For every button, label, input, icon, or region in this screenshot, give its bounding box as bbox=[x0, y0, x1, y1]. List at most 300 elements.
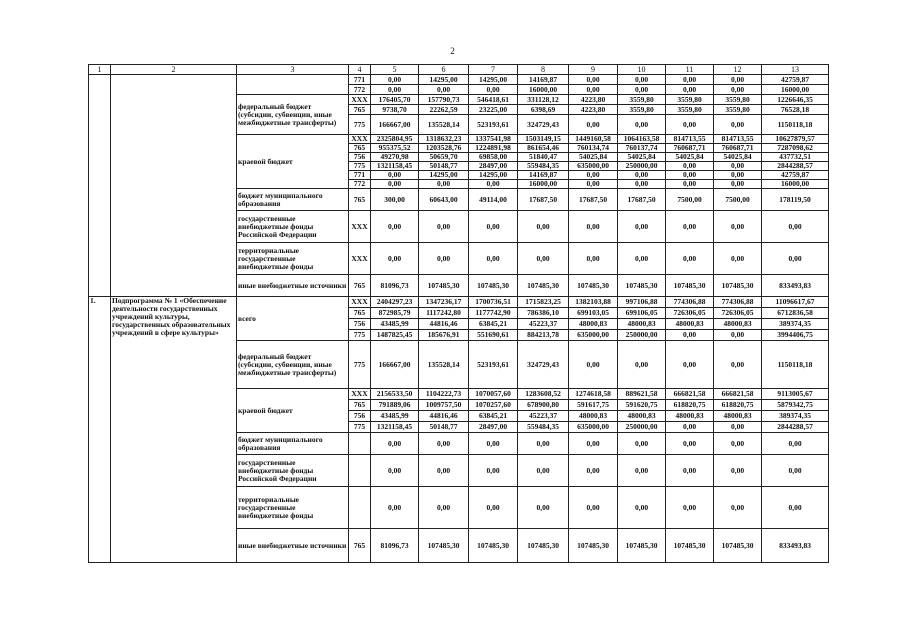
value-cell: 0,00 bbox=[618, 341, 666, 389]
value-cell: 17687,50 bbox=[569, 189, 618, 211]
value-cell: 48000,83 bbox=[666, 319, 714, 330]
value-cell: 0,00 bbox=[714, 115, 762, 135]
value-cell: 1283608,52 bbox=[518, 389, 569, 400]
value-cell: 0,00 bbox=[469, 433, 518, 455]
value-cell: 0,00 bbox=[666, 85, 714, 95]
value-cell: 0,00 bbox=[469, 243, 518, 275]
value-cell: 0,00 bbox=[518, 243, 569, 275]
value-cell: 28497,00 bbox=[469, 162, 518, 171]
value-cell: 0,00 bbox=[518, 487, 569, 529]
value-cell: 0,00 bbox=[618, 85, 666, 95]
value-cell: 760687,71 bbox=[714, 144, 762, 153]
value-cell: 0,00 bbox=[714, 180, 762, 189]
source-label: федеральный бюджет (субсидии, субвенции, иные межбюджетные трансферты) bbox=[237, 95, 349, 135]
value-cell: 43485,99 bbox=[371, 411, 419, 422]
value-cell: 81096,73 bbox=[371, 529, 419, 563]
value-cell: 3559,80 bbox=[618, 95, 666, 105]
value-cell: 0,00 bbox=[618, 180, 666, 189]
value-cell: 9113005,67 bbox=[762, 389, 829, 400]
budget-code: 775 bbox=[349, 115, 371, 135]
value-cell: 0,00 bbox=[419, 487, 469, 529]
value-cell: 760687,71 bbox=[666, 144, 714, 153]
value-cell: 60643,00 bbox=[419, 189, 469, 211]
budget-code: XXX bbox=[349, 297, 371, 308]
value-cell: 0,00 bbox=[569, 115, 618, 135]
value-cell: 176405,70 bbox=[371, 95, 419, 105]
value-cell: 0,00 bbox=[714, 243, 762, 275]
value-cell: 54025,84 bbox=[666, 153, 714, 162]
value-cell: 14295,00 bbox=[419, 171, 469, 180]
value-cell: 331128,12 bbox=[518, 95, 569, 105]
value-cell: 1064163,58 bbox=[618, 135, 666, 144]
value-cell: 1347236,17 bbox=[419, 297, 469, 308]
budget-code: 775 bbox=[349, 341, 371, 389]
value-cell: 1224891,98 bbox=[469, 144, 518, 153]
value-cell: 3559,80 bbox=[618, 105, 666, 115]
value-cell: 0,00 bbox=[419, 180, 469, 189]
column-header: 12 bbox=[714, 65, 762, 75]
value-cell: 0,00 bbox=[666, 171, 714, 180]
value-cell: 1321158,45 bbox=[371, 162, 419, 171]
value-cell: 324729,43 bbox=[518, 115, 569, 135]
value-cell: 3559,80 bbox=[714, 95, 762, 105]
value-cell: 699103,05 bbox=[569, 308, 618, 319]
value-cell: 23225,00 bbox=[469, 105, 518, 115]
budget-code: 765 bbox=[349, 105, 371, 115]
value-cell: 44816,46 bbox=[419, 411, 469, 422]
value-cell: 0,00 bbox=[569, 243, 618, 275]
value-cell: 3559,80 bbox=[666, 105, 714, 115]
value-cell: 11096617,67 bbox=[762, 297, 829, 308]
source-label: федеральный бюджет (субсидии, субвенции, иные межбюджетные трансферты) bbox=[237, 341, 349, 389]
value-cell: 833493,83 bbox=[762, 529, 829, 563]
value-cell: 81096,73 bbox=[371, 275, 419, 297]
value-cell: 250000,00 bbox=[618, 330, 666, 341]
budget-code bbox=[349, 487, 371, 529]
value-cell: 955375,52 bbox=[371, 144, 419, 153]
value-cell: 833493,83 bbox=[762, 275, 829, 297]
table-row bbox=[89, 75, 829, 85]
value-cell: 0,00 bbox=[569, 455, 618, 487]
value-cell: 0,00 bbox=[569, 211, 618, 243]
value-cell: 1382103,88 bbox=[569, 297, 618, 308]
value-cell: 0,00 bbox=[666, 211, 714, 243]
value-cell: 1203528,76 bbox=[419, 144, 469, 153]
value-cell: 618820,75 bbox=[666, 400, 714, 411]
value-cell: 0,00 bbox=[518, 433, 569, 455]
value-cell: 678900,80 bbox=[518, 400, 569, 411]
budget-code: XXX bbox=[349, 211, 371, 243]
value-cell: 389374,35 bbox=[762, 319, 829, 330]
value-cell: 523193,61 bbox=[469, 115, 518, 135]
value-cell: 635000,00 bbox=[569, 330, 618, 341]
value-cell: 0,00 bbox=[714, 171, 762, 180]
value-cell: 0,00 bbox=[469, 211, 518, 243]
value-cell: 0,00 bbox=[666, 455, 714, 487]
value-cell: 791889,06 bbox=[371, 400, 419, 411]
budget-code: 756 bbox=[349, 411, 371, 422]
value-cell: 774306,88 bbox=[714, 297, 762, 308]
value-cell: 0,00 bbox=[618, 75, 666, 85]
value-cell: 884213,78 bbox=[518, 330, 569, 341]
value-cell: 1337541,98 bbox=[469, 135, 518, 144]
value-cell: 135528,14 bbox=[419, 115, 469, 135]
value-cell: 0,00 bbox=[618, 455, 666, 487]
value-cell: 0,00 bbox=[666, 341, 714, 389]
value-cell: 3994406,75 bbox=[762, 330, 829, 341]
value-cell: 3559,80 bbox=[666, 95, 714, 105]
value-cell: 726306,05 bbox=[666, 308, 714, 319]
value-cell: 51840,47 bbox=[518, 153, 569, 162]
value-cell: 0,00 bbox=[569, 341, 618, 389]
column-header: 13 bbox=[762, 65, 829, 75]
value-cell: 0,00 bbox=[618, 433, 666, 455]
value-cell: 1321158,45 bbox=[371, 422, 419, 433]
value-cell: 618820,75 bbox=[714, 400, 762, 411]
value-cell: 16000,00 bbox=[518, 85, 569, 95]
value-cell: 107485,30 bbox=[714, 275, 762, 297]
value-cell: 551690,61 bbox=[469, 330, 518, 341]
value-cell: 1117242,80 bbox=[419, 308, 469, 319]
source-label: всего bbox=[237, 297, 349, 341]
column-header: 3 bbox=[237, 65, 349, 75]
program-name: Подпрограмма № 1 «Обеспечение деятельности государственных учреждений культуры, государственных образовательных учреждений в сфере культуры» bbox=[111, 297, 237, 563]
value-cell: 76528,18 bbox=[762, 105, 829, 115]
value-cell: 7500,00 bbox=[666, 189, 714, 211]
value-cell: 14295,00 bbox=[419, 75, 469, 85]
value-cell: 50148,77 bbox=[419, 162, 469, 171]
value-cell: 250000,00 bbox=[618, 162, 666, 171]
value-cell: 54025,84 bbox=[618, 153, 666, 162]
value-cell: 0,00 bbox=[371, 171, 419, 180]
value-cell: 666821,58 bbox=[666, 389, 714, 400]
value-cell: 760134,74 bbox=[569, 144, 618, 153]
value-cell: 1150118,18 bbox=[762, 115, 829, 135]
value-cell: 997106,88 bbox=[618, 297, 666, 308]
value-cell: 760137,74 bbox=[618, 144, 666, 153]
value-cell: 250000,00 bbox=[618, 422, 666, 433]
value-cell: 42759,87 bbox=[762, 75, 829, 85]
value-cell: 389374,35 bbox=[762, 411, 829, 422]
value-cell: 63845,21 bbox=[469, 411, 518, 422]
value-cell: 0,00 bbox=[666, 330, 714, 341]
value-cell: 0,00 bbox=[371, 75, 419, 85]
value-cell: 48000,83 bbox=[714, 319, 762, 330]
value-cell: 28497,00 bbox=[469, 422, 518, 433]
value-cell: 107485,30 bbox=[518, 529, 569, 563]
value-cell: 50148,77 bbox=[419, 422, 469, 433]
value-cell: 1715823,25 bbox=[518, 297, 569, 308]
value-cell: 107485,30 bbox=[469, 275, 518, 297]
source-label: иные внебюджетные источники bbox=[237, 275, 349, 297]
value-cell: 54025,84 bbox=[714, 153, 762, 162]
value-cell: 0,00 bbox=[666, 115, 714, 135]
value-cell: 50659,70 bbox=[419, 153, 469, 162]
column-header: 1 bbox=[89, 65, 111, 75]
value-cell: 7287098,62 bbox=[762, 144, 829, 153]
value-cell: 69858,00 bbox=[469, 153, 518, 162]
budget-code: 765 bbox=[349, 189, 371, 211]
value-cell: 0,00 bbox=[714, 85, 762, 95]
value-cell: 437732,51 bbox=[762, 153, 829, 162]
value-cell: 0,00 bbox=[618, 243, 666, 275]
value-cell: 107485,30 bbox=[714, 529, 762, 563]
value-cell: 45223,37 bbox=[518, 319, 569, 330]
value-cell: 135528,14 bbox=[419, 341, 469, 389]
value-cell: 0,00 bbox=[762, 433, 829, 455]
value-cell: 107485,30 bbox=[569, 529, 618, 563]
value-cell: 0,00 bbox=[666, 487, 714, 529]
value-cell: 0,00 bbox=[714, 487, 762, 529]
value-cell: 16000,00 bbox=[518, 180, 569, 189]
page-number: 2 bbox=[450, 46, 455, 56]
source-label: краевой бюджет bbox=[237, 135, 349, 189]
value-cell: 1449160,58 bbox=[569, 135, 618, 144]
value-cell: 157790,73 bbox=[419, 95, 469, 105]
value-cell: 666821,58 bbox=[714, 389, 762, 400]
value-cell: 1150118,18 bbox=[762, 341, 829, 389]
budget-table bbox=[88, 64, 829, 563]
value-cell: 0,00 bbox=[371, 433, 419, 455]
value-cell: 49270,98 bbox=[371, 153, 419, 162]
value-cell: 0,00 bbox=[618, 115, 666, 135]
value-cell: 0,00 bbox=[714, 75, 762, 85]
value-cell: 17687,50 bbox=[618, 189, 666, 211]
value-cell: 635000,00 bbox=[569, 422, 618, 433]
budget-code: 765 bbox=[349, 144, 371, 153]
value-cell: 1070057,60 bbox=[469, 389, 518, 400]
value-cell: 107485,30 bbox=[518, 275, 569, 297]
column-header: 6 bbox=[419, 65, 469, 75]
value-cell: 0,00 bbox=[569, 433, 618, 455]
column-header: 9 bbox=[569, 65, 618, 75]
value-cell: 7500,00 bbox=[714, 189, 762, 211]
column-header: 8 bbox=[518, 65, 569, 75]
header-row bbox=[89, 65, 829, 75]
value-cell: 9738,70 bbox=[371, 105, 419, 115]
value-cell: 1070257,60 bbox=[469, 400, 518, 411]
source-label: бюджет муниципального образования bbox=[237, 189, 349, 211]
value-cell: 0,00 bbox=[518, 211, 569, 243]
source-label: территориальные государственные внебюджетные фонды bbox=[237, 487, 349, 529]
value-cell: 14169,87 bbox=[518, 75, 569, 85]
value-cell: 0,00 bbox=[569, 85, 618, 95]
value-cell: 0,00 bbox=[618, 211, 666, 243]
budget-code: XXX bbox=[349, 95, 371, 105]
value-cell: 17687,50 bbox=[518, 189, 569, 211]
value-cell: 814713,55 bbox=[666, 135, 714, 144]
budget-code: 775 bbox=[349, 330, 371, 341]
value-cell: 0,00 bbox=[714, 330, 762, 341]
budget-code bbox=[349, 455, 371, 487]
value-cell: 0,00 bbox=[714, 455, 762, 487]
value-cell: 3559,80 bbox=[714, 105, 762, 115]
value-cell: 0,00 bbox=[666, 433, 714, 455]
value-cell: 0,00 bbox=[666, 75, 714, 85]
column-header: 5 bbox=[371, 65, 419, 75]
value-cell: 107485,30 bbox=[618, 529, 666, 563]
value-cell: 0,00 bbox=[714, 211, 762, 243]
value-cell: 14169,87 bbox=[518, 171, 569, 180]
value-cell: 0,00 bbox=[618, 487, 666, 529]
value-cell: 54025,84 bbox=[569, 153, 618, 162]
value-cell: 14295,00 bbox=[469, 171, 518, 180]
value-cell: 0,00 bbox=[569, 180, 618, 189]
value-cell: 0,00 bbox=[714, 433, 762, 455]
budget-code: 771 bbox=[349, 171, 371, 180]
value-cell: 774306,88 bbox=[666, 297, 714, 308]
value-cell: 0,00 bbox=[666, 422, 714, 433]
value-cell: 635000,00 bbox=[569, 162, 618, 171]
value-cell: 0,00 bbox=[666, 180, 714, 189]
budget-code: 775 bbox=[349, 162, 371, 171]
value-cell: 14295,00 bbox=[469, 75, 518, 85]
value-cell: 0,00 bbox=[469, 85, 518, 95]
value-cell: 2844288,57 bbox=[762, 162, 829, 171]
value-cell: 5879342,75 bbox=[762, 400, 829, 411]
value-cell: 1177742,90 bbox=[469, 308, 518, 319]
column-header: 11 bbox=[666, 65, 714, 75]
value-cell: 814713,55 bbox=[714, 135, 762, 144]
value-cell: 107485,30 bbox=[419, 275, 469, 297]
value-cell: 4223,80 bbox=[569, 95, 618, 105]
value-cell: 591620,75 bbox=[618, 400, 666, 411]
value-cell: 107485,30 bbox=[419, 529, 469, 563]
value-cell: 1503149,15 bbox=[518, 135, 569, 144]
value-cell: 178119,50 bbox=[762, 189, 829, 211]
budget-code: 765 bbox=[349, 400, 371, 411]
value-cell: 0,00 bbox=[469, 487, 518, 529]
value-cell: 48000,83 bbox=[618, 319, 666, 330]
budget-code: 765 bbox=[349, 275, 371, 297]
column-header: 2 bbox=[111, 65, 237, 75]
value-cell: 42759,87 bbox=[762, 171, 829, 180]
budget-code: 765 bbox=[349, 308, 371, 319]
value-cell: 0,00 bbox=[618, 171, 666, 180]
value-cell: 0,00 bbox=[419, 85, 469, 95]
value-cell: 786386,10 bbox=[518, 308, 569, 319]
source-label: краевой бюджет bbox=[237, 389, 349, 433]
budget-code: 772 bbox=[349, 85, 371, 95]
value-cell: 2844288,57 bbox=[762, 422, 829, 433]
column-header: 4 bbox=[349, 65, 371, 75]
source-label: иные внебюджетные источники bbox=[237, 529, 349, 563]
value-cell: 0,00 bbox=[371, 487, 419, 529]
value-cell: 0,00 bbox=[569, 487, 618, 529]
value-cell: 591617,75 bbox=[569, 400, 618, 411]
budget-code: XXX bbox=[349, 135, 371, 144]
value-cell: 107485,30 bbox=[666, 275, 714, 297]
source-label: территориальные государственные внебюджетные фонды bbox=[237, 243, 349, 275]
value-cell: 1274618,58 bbox=[569, 389, 618, 400]
value-cell: 0,00 bbox=[666, 243, 714, 275]
budget-code: 765 bbox=[349, 529, 371, 563]
value-cell: 0,00 bbox=[762, 487, 829, 529]
budget-code: 772 bbox=[349, 180, 371, 189]
source-label: государственные внебюджетные фонды Российской Федерации bbox=[237, 455, 349, 487]
value-cell: 16000,00 bbox=[762, 180, 829, 189]
column-header: 10 bbox=[618, 65, 666, 75]
value-cell: 861654,46 bbox=[518, 144, 569, 153]
value-cell: 185676,91 bbox=[419, 330, 469, 341]
value-cell: 559484,35 bbox=[518, 162, 569, 171]
value-cell: 43485,99 bbox=[371, 319, 419, 330]
value-cell: 0,00 bbox=[469, 180, 518, 189]
value-cell: 0,00 bbox=[569, 171, 618, 180]
source-label: бюджет муниципального образования bbox=[237, 433, 349, 455]
value-cell: 0,00 bbox=[371, 243, 419, 275]
value-cell: 1700736,51 bbox=[469, 297, 518, 308]
value-cell: 0,00 bbox=[762, 211, 829, 243]
value-cell: 726306,05 bbox=[714, 308, 762, 319]
budget-code: 771 bbox=[349, 75, 371, 85]
value-cell: 48000,83 bbox=[714, 411, 762, 422]
value-cell: 523193,61 bbox=[469, 341, 518, 389]
value-cell: 63845,21 bbox=[469, 319, 518, 330]
value-cell: 0,00 bbox=[569, 75, 618, 85]
value-cell: 0,00 bbox=[419, 455, 469, 487]
value-cell: 0,00 bbox=[762, 455, 829, 487]
value-cell: 0,00 bbox=[371, 455, 419, 487]
budget-code: 756 bbox=[349, 319, 371, 330]
value-cell: 4223,80 bbox=[569, 105, 618, 115]
value-cell: 0,00 bbox=[371, 211, 419, 243]
column-header: 7 bbox=[469, 65, 518, 75]
value-cell: 22262,59 bbox=[419, 105, 469, 115]
value-cell: 0,00 bbox=[469, 455, 518, 487]
budget-code: 775 bbox=[349, 422, 371, 433]
value-cell: 10627879,57 bbox=[762, 135, 829, 144]
source-cell bbox=[237, 75, 349, 95]
value-cell: 1487825,45 bbox=[371, 330, 419, 341]
value-cell: 0,00 bbox=[419, 211, 469, 243]
value-cell: 300,00 bbox=[371, 189, 419, 211]
value-cell: 0,00 bbox=[666, 162, 714, 171]
value-cell: 2325804,95 bbox=[371, 135, 419, 144]
value-cell: 48000,83 bbox=[666, 411, 714, 422]
value-cell: 49114,00 bbox=[469, 189, 518, 211]
value-cell: 0,00 bbox=[371, 180, 419, 189]
number-cell bbox=[89, 75, 111, 297]
budget-code: 756 bbox=[349, 153, 371, 162]
value-cell: 0,00 bbox=[714, 422, 762, 433]
value-cell: 107485,30 bbox=[618, 275, 666, 297]
value-cell: 166667,00 bbox=[371, 115, 419, 135]
value-cell: 107485,30 bbox=[469, 529, 518, 563]
value-cell: 0,00 bbox=[714, 162, 762, 171]
program-name-cell bbox=[111, 75, 237, 297]
value-cell: 1009757,50 bbox=[419, 400, 469, 411]
budget-code: XXX bbox=[349, 389, 371, 400]
value-cell: 1104222,73 bbox=[419, 389, 469, 400]
value-cell: 0,00 bbox=[762, 243, 829, 275]
value-cell: 6398,69 bbox=[518, 105, 569, 115]
value-cell: 2404297,23 bbox=[371, 297, 419, 308]
value-cell: 2156533,50 bbox=[371, 389, 419, 400]
value-cell: 44816,46 bbox=[419, 319, 469, 330]
value-cell: 107485,30 bbox=[569, 275, 618, 297]
value-cell: 324729,43 bbox=[518, 341, 569, 389]
value-cell: 889621,58 bbox=[618, 389, 666, 400]
value-cell: 48000,83 bbox=[618, 411, 666, 422]
value-cell: 107485,30 bbox=[666, 529, 714, 563]
value-cell: 6712836,58 bbox=[762, 308, 829, 319]
value-cell: 0,00 bbox=[518, 455, 569, 487]
value-cell: 0,00 bbox=[419, 433, 469, 455]
value-cell: 45223,37 bbox=[518, 411, 569, 422]
value-cell: 16000,00 bbox=[762, 85, 829, 95]
value-cell: 0,00 bbox=[714, 341, 762, 389]
